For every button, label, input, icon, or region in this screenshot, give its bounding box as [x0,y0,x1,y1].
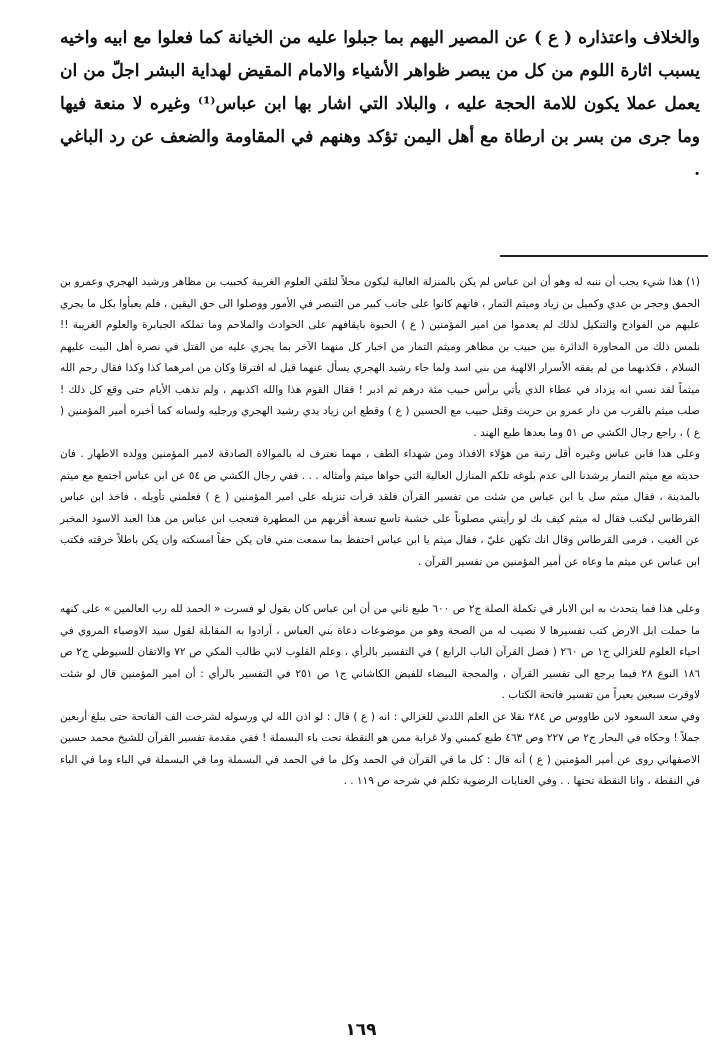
paragraph-gap [60,573,700,599]
main-text-block [60,22,700,187]
footnote-divider [500,255,708,257]
footnotes-block [60,272,700,793]
footnote-paragraph-4: وفي سعد السعود لابن طاووس ص ٢٨٤ نقلا عن العلم اللدني للغزالي : انه ( ع ) قال : لو اذن الله لي ورسوله لشرحت الف الفاتحة حتى يبلغ أربعين جملاً ! وحكاه في البحار ج٢ ص ٢٢٧ وص ٤٦٣ طبع كمبني ولا غرابة ممن هو النقطة تحت باء البسملة ! ففي مقدمة تفسير القرآن للشيخ محمد حسين الاصفهاني روى عن أمير المؤمنين ( ع ) أنه قال : كل ما في القرآن في الحمد وكل ما في الحمد في البسملة وما في البسملة في الباء وما في الباء في النقطة ، وانا النقطة تحتها . . وفي العنايات الرضوية تكلم في شرحه ص ١١٩ . . [60,710,700,787]
footnote-paragraph-2: وعلى هذا فابن عباس وغيره أقل رتبة من هؤلاء الافذاذ ومن شهداء الطف ، مهما نعترف له بالموالاة الصادقة لامير المؤمنين وولده الاطهار . فان حديثه مع ميثم التمار يرشدنا الى عدم بلوغه تلكم المنازل العالية التي حواها ميثم وأمثاله . . . ففي رجال الكشي ص ٥٤ عن ابن عباس اجتمع مع ميثم بالمدينة ، فقال ميثم سل يا ابن عباس من شئت من تفسير القرآن فلقد قرأت تنزيله على امير المؤمنين ( ع ) فعلمني تأويله ، فاخذ ابن عباس القرطاس ليكتب فقال له ميثم كيف بك لو رأيتني مصلوباً على خشبة تاسع تسعة أقربهم من المطهرة فتعجب ابن عباس من هذا العبد الاسود المخبر عن الغيب ، فرمى القرطاس وقال انك تكهن عليّ ، فقال ميثم يا ابن عباس احتفظ بما سمعت مني فان يكن حقاً امسكته وان يكن باطلاً خرقته فكتب ابن عباس عن ميثم ما وعاه عن أمير المؤمنين من تفسير القرآن . [60,448,700,568]
footnote-paragraph-3: وعلى هذا فما يتحدث به ابن الابار في تكملة الصلة ج٢ ص ٦٠٠ طبع ثاني من أن ابن عباس كان يقول لو فسرت « الحمد لله رب العالمين » على كنهه ما حملت ابل الارض كتب تفسيرها لا نصيب له من الصحة وهو من موضوعات دعاة بني العباس ، أرادوا به المقابلة لقول سيد الاوصياء المروي في احياء العلوم للغزالي ج١ ص ٢٦٠ ( فصل القرآن الباب الرابع ) في التفسير بالرأي ، وعلم القلوب لابي طالب المكي ص ٧٢ والاتقان للسيوطي ج٢ ص ١٨٦ النوع ٢٨ فيما يرجع الى تفسير القرآن ، والمحجة البيضاء للفيض الكاشاني ج١ ص ٢٥١ في التفسير بالرأي : أن امير المؤمنين قال لو شئت لاوقرت سبعين بعيراً من تفسير فاتحة الكتاب . [60,603,701,701]
footnote-paragraph-1: (١) هذا شيء يجب أن ننبه له وهو أن ابن عباس لم يكن بالمنزلة العالية ليكون محلاً لتلقي العلوم الغريبة كحبيب بن مظاهر ورشيد الهجري وعمرو بن الحمق وحجر بن عدي وكميل بن زياد وميثم التمار ، فانهم كانوا على جانب كبير من التبصر في الأمور ووصلوا الى حق اليقين ، فلم يعبأوا بكل ما يجري عليهم من الفوادح والتنكيل لذلك لم يعدموا من امير المؤمنين ( ع ) الحبوة بايقافهم على الحوادث والملاحم وما تملكه الجبابرة والعلوم الغريبة !! نلمس ذلك من المحاورة الدائرة بين حبيب بن مظاهر وميثم التمار من اخبار كل منهما الآخر بما يجري عليه من القتل في نصرة أهل البيت عليهم السلام ، فكذبهما من لم يفقه الأسرار الالهية من بني اسد ولما جاء رشيد الهجري يسأل عنهما قيل له افترقا وكان من امرهما كذا وكذا فقال رحم الله ميثماً لقد نسي انه يزداد في عطاء الذي يأتي برأس حبيب مئة درهم ثم ادبر ! فقال القوم هذا والله اكذبهم ، ولم تذهب الأيام حتى وقع كل ذلك ! صلب ميثم بالقرب من دار عمرو بن حريث وقتل حبيب مع الحسين ( ع ) وقطع ابن زياد يدي رشيد الهجري ورجليه ولسانه كما أخبره أمير المؤمنين ( ع ) ، راجع رجال الكشي ص ٥١ وما بعدها طبع الهند . [60,276,700,439]
page-number: ١٦٩ [345,1020,377,1040]
main-paragraph: والخلاف واعتذاره ( ع ) عن المصير اليهم بما جبلوا عليه من الخيانة كما فعلوا مع ابيه واخيه يسبب اثارة اللوم من كل من يبصر ظواهر الأشياء والامام المقيض لهداية البشر اجلّ من ان يعمل عملا يكون للامة الحجة عليه ، والبلاد التي اشار بها ابن عباس⁽¹⁾ وغيره لا منعة فيها وما جرى من بسر بن ارطاة مع أهل اليمن تؤكد وهنهم في المقاومة والضعف عن رد الباغي . [60,28,700,180]
